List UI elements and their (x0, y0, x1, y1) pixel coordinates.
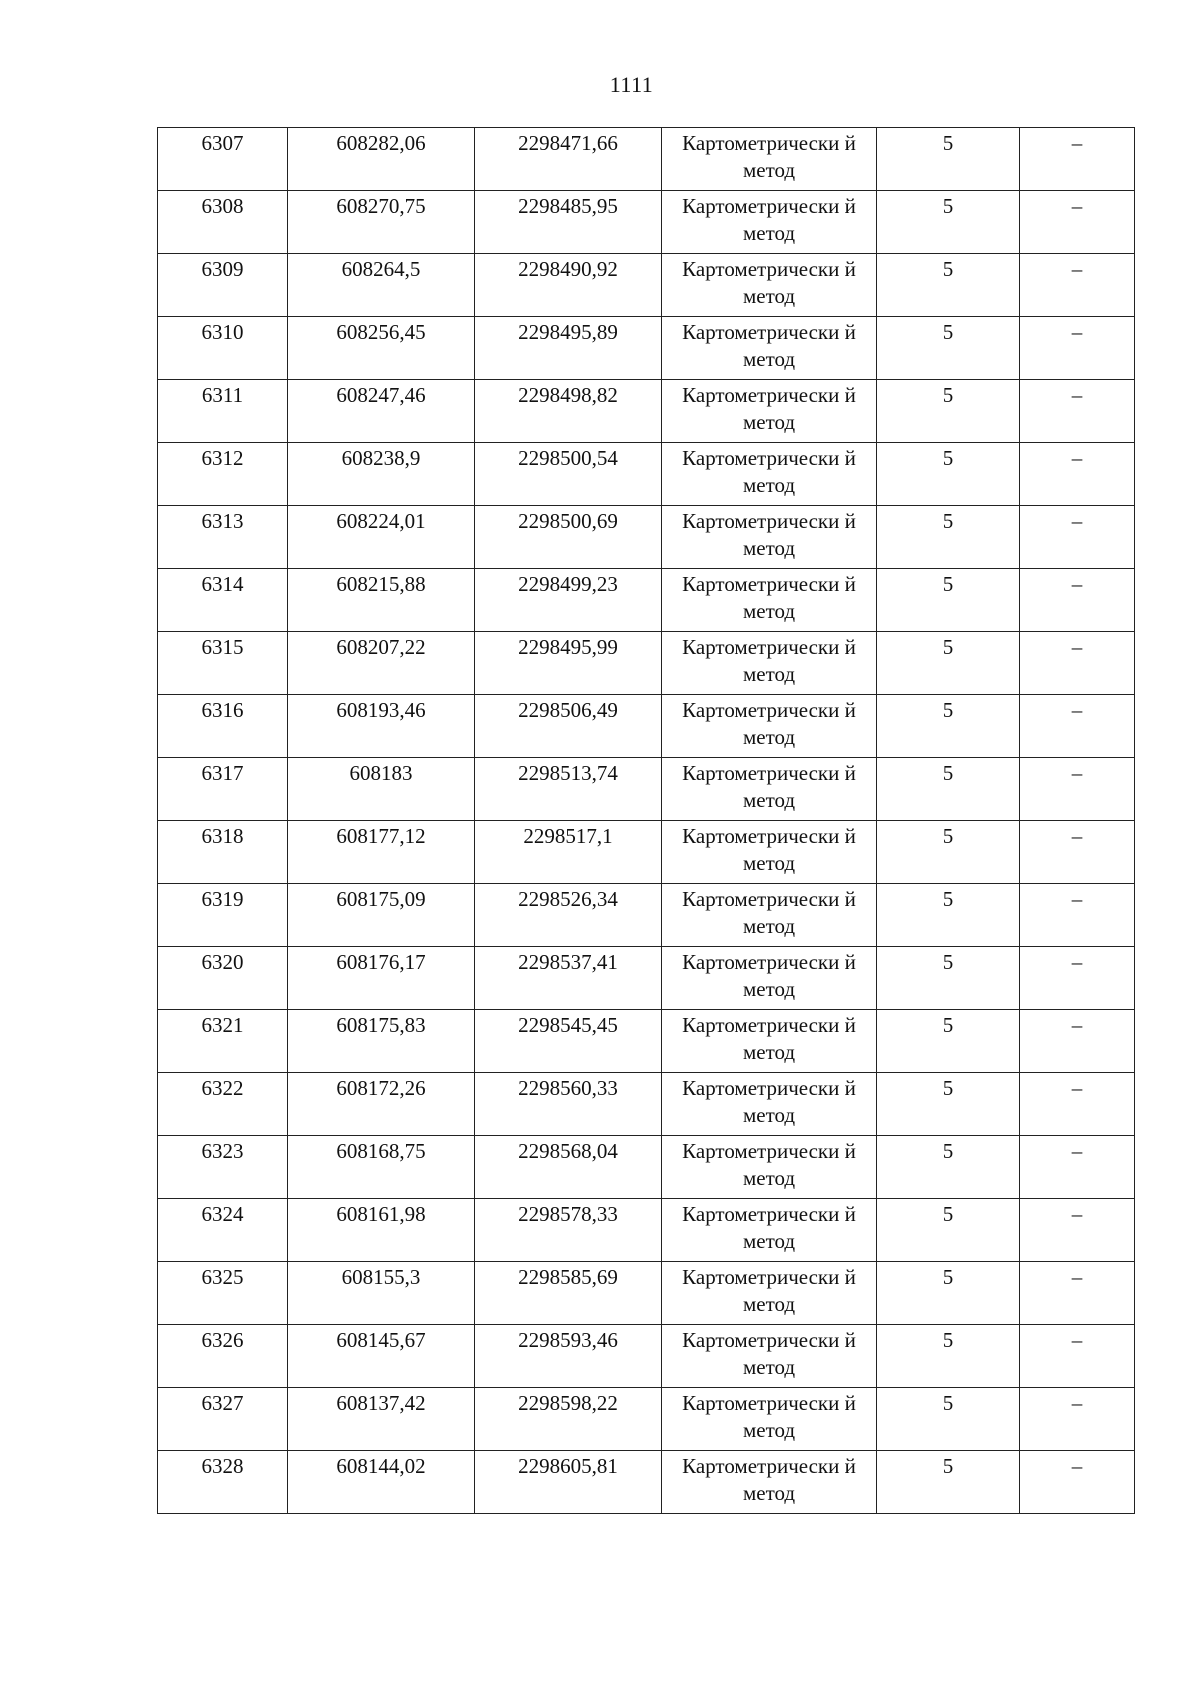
x-coordinate-cell: 608145,67 (288, 1325, 475, 1388)
note-cell: – (1020, 1262, 1135, 1325)
x-coordinate-cell: 608175,09 (288, 884, 475, 947)
method-cell: Картометрически й метод (662, 695, 877, 758)
y-coordinate-cell: 2298568,04 (475, 1136, 662, 1199)
point-number-cell: 6317 (158, 758, 288, 821)
point-number-cell: 6325 (158, 1262, 288, 1325)
x-coordinate-cell: 608193,46 (288, 695, 475, 758)
note-cell: – (1020, 695, 1135, 758)
y-coordinate-cell: 2298495,89 (475, 317, 662, 380)
table-row (158, 1136, 1135, 1199)
method-cell: Картометрически й метод (662, 1136, 877, 1199)
table-row (158, 632, 1135, 695)
accuracy-cell: 5 (877, 1325, 1020, 1388)
note-cell: – (1020, 506, 1135, 569)
y-coordinate-cell: 2298598,22 (475, 1388, 662, 1451)
method-cell: Картометрически й метод (662, 128, 877, 191)
accuracy-cell: 5 (877, 884, 1020, 947)
note-cell: – (1020, 1199, 1135, 1262)
x-coordinate-cell: 608155,3 (288, 1262, 475, 1325)
accuracy-cell: 5 (877, 443, 1020, 506)
point-number-cell: 6311 (158, 380, 288, 443)
accuracy-cell: 5 (877, 821, 1020, 884)
point-number-cell: 6318 (158, 821, 288, 884)
x-coordinate-cell: 608256,45 (288, 317, 475, 380)
accuracy-cell: 5 (877, 569, 1020, 632)
point-number-cell: 6315 (158, 632, 288, 695)
table-row (158, 758, 1135, 821)
table-row (158, 443, 1135, 506)
method-cell: Картометрически й метод (662, 1262, 877, 1325)
table-row (158, 380, 1135, 443)
x-coordinate-cell: 608172,26 (288, 1073, 475, 1136)
accuracy-cell: 5 (877, 317, 1020, 380)
accuracy-cell: 5 (877, 1199, 1020, 1262)
y-coordinate-cell: 2298500,69 (475, 506, 662, 569)
point-number-cell: 6327 (158, 1388, 288, 1451)
note-cell: – (1020, 443, 1135, 506)
method-cell: Картометрически й метод (662, 506, 877, 569)
note-cell: – (1020, 821, 1135, 884)
y-coordinate-cell: 2298593,46 (475, 1325, 662, 1388)
note-cell: – (1020, 569, 1135, 632)
table-row (158, 821, 1135, 884)
y-coordinate-cell: 2298526,34 (475, 884, 662, 947)
x-coordinate-cell: 608270,75 (288, 191, 475, 254)
point-number-cell: 6324 (158, 1199, 288, 1262)
y-coordinate-cell: 2298545,45 (475, 1010, 662, 1073)
x-coordinate-cell: 608168,75 (288, 1136, 475, 1199)
method-cell: Картометрически й метод (662, 632, 877, 695)
point-number-cell: 6326 (158, 1325, 288, 1388)
point-number-cell: 6307 (158, 128, 288, 191)
method-cell: Картометрически й метод (662, 947, 877, 1010)
note-cell: – (1020, 254, 1135, 317)
point-number-cell: 6309 (158, 254, 288, 317)
method-cell: Картометрически й метод (662, 191, 877, 254)
table-row (158, 254, 1135, 317)
table-row (158, 191, 1135, 254)
note-cell: – (1020, 632, 1135, 695)
table-row (158, 1388, 1135, 1451)
table-row (158, 1010, 1135, 1073)
y-coordinate-cell: 2298513,74 (475, 758, 662, 821)
method-cell: Картометрически й метод (662, 1199, 877, 1262)
note-cell: – (1020, 1451, 1135, 1514)
note-cell: – (1020, 128, 1135, 191)
x-coordinate-cell: 608215,88 (288, 569, 475, 632)
method-cell: Картометрически й метод (662, 884, 877, 947)
point-number-cell: 6312 (158, 443, 288, 506)
point-number-cell: 6310 (158, 317, 288, 380)
method-cell: Картометрически й метод (662, 1451, 877, 1514)
note-cell: – (1020, 1136, 1135, 1199)
point-number-cell: 6319 (158, 884, 288, 947)
accuracy-cell: 5 (877, 695, 1020, 758)
y-coordinate-cell: 2298498,82 (475, 380, 662, 443)
method-cell: Картометрически й метод (662, 569, 877, 632)
note-cell: – (1020, 191, 1135, 254)
accuracy-cell: 5 (877, 128, 1020, 191)
note-cell: – (1020, 317, 1135, 380)
y-coordinate-cell: 2298499,23 (475, 569, 662, 632)
note-cell: – (1020, 1073, 1135, 1136)
y-coordinate-cell: 2298537,41 (475, 947, 662, 1010)
table-row (158, 1073, 1135, 1136)
table-row (158, 884, 1135, 947)
accuracy-cell: 5 (877, 506, 1020, 569)
note-cell: – (1020, 1388, 1135, 1451)
table-row (158, 506, 1135, 569)
x-coordinate-cell: 608177,12 (288, 821, 475, 884)
note-cell: – (1020, 884, 1135, 947)
accuracy-cell: 5 (877, 1136, 1020, 1199)
point-number-cell: 6320 (158, 947, 288, 1010)
accuracy-cell: 5 (877, 1388, 1020, 1451)
x-coordinate-cell: 608238,9 (288, 443, 475, 506)
y-coordinate-cell: 2298585,69 (475, 1262, 662, 1325)
accuracy-cell: 5 (877, 632, 1020, 695)
x-coordinate-cell: 608175,83 (288, 1010, 475, 1073)
coordinates-table (157, 127, 1135, 1514)
x-coordinate-cell: 608183 (288, 758, 475, 821)
table-row (158, 947, 1135, 1010)
method-cell: Картометрически й метод (662, 1073, 877, 1136)
y-coordinate-cell: 2298578,33 (475, 1199, 662, 1262)
accuracy-cell: 5 (877, 1451, 1020, 1514)
x-coordinate-cell: 608282,06 (288, 128, 475, 191)
table-row (158, 1262, 1135, 1325)
accuracy-cell: 5 (877, 947, 1020, 1010)
y-coordinate-cell: 2298506,49 (475, 695, 662, 758)
method-cell: Картометрически й метод (662, 317, 877, 380)
method-cell: Картометрически й метод (662, 1010, 877, 1073)
x-coordinate-cell: 608144,02 (288, 1451, 475, 1514)
page-number: 1111 (609, 72, 654, 97)
point-number-cell: 6322 (158, 1073, 288, 1136)
table-row (158, 128, 1135, 191)
method-cell: Картометрически й метод (662, 1388, 877, 1451)
accuracy-cell: 5 (877, 1073, 1020, 1136)
method-cell: Картометрически й метод (662, 1325, 877, 1388)
y-coordinate-cell: 2298500,54 (475, 443, 662, 506)
x-coordinate-cell: 608137,42 (288, 1388, 475, 1451)
note-cell: – (1020, 758, 1135, 821)
accuracy-cell: 5 (877, 1010, 1020, 1073)
method-cell: Картометрически й метод (662, 821, 877, 884)
method-cell: Картометрически й метод (662, 443, 877, 506)
table-row (158, 317, 1135, 380)
y-coordinate-cell: 2298517,1 (475, 821, 662, 884)
x-coordinate-cell: 608224,01 (288, 506, 475, 569)
point-number-cell: 6323 (158, 1136, 288, 1199)
y-coordinate-cell: 2298490,92 (475, 254, 662, 317)
note-cell: – (1020, 1010, 1135, 1073)
x-coordinate-cell: 608264,5 (288, 254, 475, 317)
point-number-cell: 6314 (158, 569, 288, 632)
x-coordinate-cell: 608176,17 (288, 947, 475, 1010)
table-row (158, 1451, 1135, 1514)
table-body (158, 128, 1135, 1514)
note-cell: – (1020, 380, 1135, 443)
y-coordinate-cell: 2298560,33 (475, 1073, 662, 1136)
y-coordinate-cell: 2298605,81 (475, 1451, 662, 1514)
accuracy-cell: 5 (877, 380, 1020, 443)
method-cell: Картометрически й метод (662, 758, 877, 821)
table-row (158, 1325, 1135, 1388)
point-number-cell: 6316 (158, 695, 288, 758)
method-cell: Картометрически й метод (662, 254, 877, 317)
y-coordinate-cell: 2298485,95 (475, 191, 662, 254)
x-coordinate-cell: 608161,98 (288, 1199, 475, 1262)
point-number-cell: 6313 (158, 506, 288, 569)
accuracy-cell: 5 (877, 1262, 1020, 1325)
accuracy-cell: 5 (877, 191, 1020, 254)
accuracy-cell: 5 (877, 254, 1020, 317)
point-number-cell: 6321 (158, 1010, 288, 1073)
x-coordinate-cell: 608207,22 (288, 632, 475, 695)
table-row (158, 1199, 1135, 1262)
table-row (158, 569, 1135, 632)
point-number-cell: 6328 (158, 1451, 288, 1514)
point-number-cell: 6308 (158, 191, 288, 254)
y-coordinate-cell: 2298495,99 (475, 632, 662, 695)
table-row (158, 695, 1135, 758)
note-cell: – (1020, 1325, 1135, 1388)
accuracy-cell: 5 (877, 758, 1020, 821)
note-cell: – (1020, 947, 1135, 1010)
y-coordinate-cell: 2298471,66 (475, 128, 662, 191)
x-coordinate-cell: 608247,46 (288, 380, 475, 443)
method-cell: Картометрически й метод (662, 380, 877, 443)
